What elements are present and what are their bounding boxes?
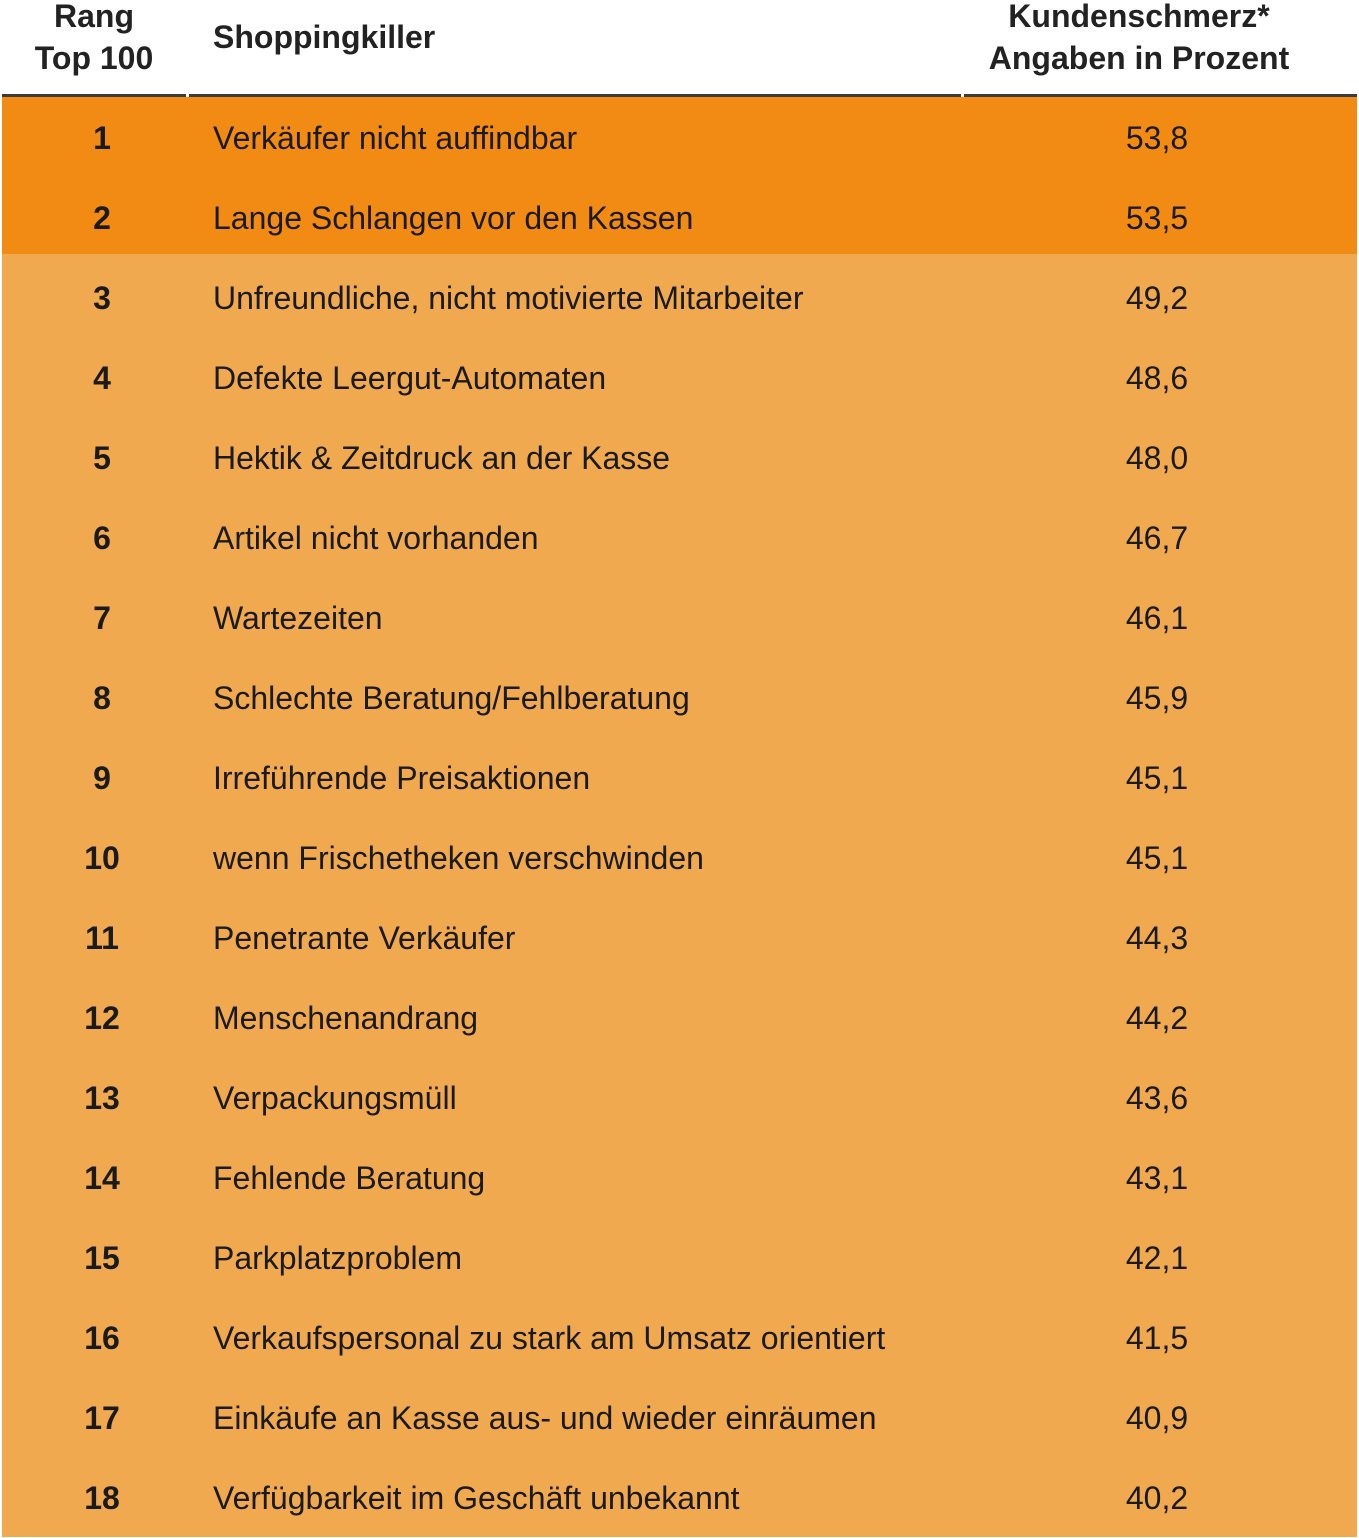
shoppingkiller-cell: Penetrante Verkäufer [213, 920, 516, 956]
percent-cell: 53,8 [1125, 120, 1189, 156]
rank-cell: 1 [93, 120, 111, 156]
shoppingkiller-cell: Verkäufer nicht auffindbar [213, 120, 578, 156]
rank-cell: 2 [93, 200, 111, 236]
rank-cell: 3 [93, 280, 111, 316]
rank-cell: 15 [84, 1240, 120, 1276]
rank-cell: 9 [93, 760, 111, 796]
rank-cell: 7 [93, 600, 111, 636]
percent-cell: 45,1 [1125, 760, 1189, 796]
shoppingkiller-cell: Parkplatzproblem [213, 1240, 462, 1276]
percent-cell: 45,9 [1125, 680, 1189, 716]
table-row [2, 1378, 1357, 1458]
rank-cell: 5 [93, 440, 111, 476]
shoppingkiller-cell: Verpackungsmüll [213, 1080, 457, 1116]
killer-column-header: Shoppingkiller [213, 19, 436, 55]
shoppingkiller-cell: Schlechte Beratung/Fehlberatung [213, 680, 690, 716]
percent-cell: 44,2 [1125, 1000, 1189, 1036]
table-row [2, 578, 1357, 658]
rank-header-line1: Rang [54, 0, 134, 34]
percent-cell: 40,2 [1125, 1480, 1189, 1516]
percent-cell: 44,3 [1125, 920, 1189, 956]
shoppingkiller-cell: Hektik & Zeitdruck an der Kasse [213, 440, 671, 476]
rank-cell: 17 [84, 1400, 120, 1436]
percent-cell: 43,1 [1125, 1160, 1189, 1196]
percent-cell: 46,1 [1125, 600, 1189, 636]
table-row [2, 1138, 1357, 1218]
rank-cell: 6 [93, 520, 111, 556]
value-column-header [959, 0, 1319, 79]
rank-cell: 12 [84, 1000, 120, 1036]
percent-cell: 41,5 [1125, 1320, 1189, 1356]
rank-cell: 16 [84, 1320, 120, 1356]
value-header-line2: Angaben in Prozent [988, 40, 1290, 76]
table-row [2, 1298, 1357, 1378]
shoppingkiller-cell: Verfügbarkeit im Geschäft unbekannt [213, 1480, 740, 1516]
rank-cell: 14 [84, 1160, 120, 1196]
shoppingkiller-cell: Menschenandrang [213, 1000, 479, 1036]
table-row [2, 738, 1357, 818]
shoppingkiller-cell: Einkäufe an Kasse aus- und wieder einräumen [213, 1400, 877, 1436]
table-row [2, 498, 1357, 578]
table-row [2, 818, 1357, 898]
table-row [2, 978, 1357, 1058]
table-row [2, 658, 1357, 738]
table-row [2, 1058, 1357, 1138]
value-header-line1: Kundenschmerz* [1008, 0, 1270, 34]
rank-header-line2: Top 100 [34, 40, 154, 76]
shoppingkiller-cell: Artikel nicht vorhanden [213, 520, 539, 556]
table-row [2, 1218, 1357, 1298]
shoppingkiller-cell: Unfreundliche, nicht motivierte Mitarbeiter [213, 280, 804, 316]
table-header [0, 0, 1359, 94]
percent-cell: 40,9 [1125, 1400, 1189, 1436]
rank-cell: 18 [84, 1480, 120, 1516]
percent-cell: 45,1 [1125, 840, 1189, 876]
shoppingkiller-cell: Fehlende Beratung [213, 1160, 486, 1196]
percent-cell: 46,7 [1125, 520, 1189, 556]
rank-cell: 11 [85, 920, 119, 956]
table-row [2, 898, 1357, 978]
percent-cell: 53,5 [1125, 200, 1189, 236]
percent-cell: 49,2 [1125, 280, 1189, 316]
rank-cell: 13 [84, 1080, 120, 1116]
shoppingkiller-cell: Lange Schlangen vor den Kassen [213, 200, 694, 236]
rank-column-header [18, 0, 170, 79]
percent-cell: 43,6 [1125, 1080, 1189, 1116]
shoppingkiller-cell: Irreführende Preisaktionen [213, 760, 591, 796]
table-row [2, 98, 1357, 178]
table-row [2, 338, 1357, 418]
shoppingkiller-cell: Defekte Leergut-Automaten [213, 360, 607, 396]
percent-cell: 48,6 [1125, 360, 1189, 396]
table-row [2, 258, 1357, 338]
table-row [2, 1458, 1357, 1538]
percent-cell: 42,1 [1125, 1240, 1189, 1276]
shoppingkiller-cell: Verkaufspersonal zu stark am Umsatz orientiert [213, 1320, 886, 1356]
table-row [2, 178, 1357, 258]
table-row [2, 418, 1357, 498]
table-body [2, 97, 1357, 1537]
rank-cell: 8 [93, 680, 111, 716]
rank-cell: 4 [93, 360, 111, 396]
shoppingkiller-cell: Wartezeiten [213, 600, 383, 636]
rank-cell: 10 [84, 840, 120, 876]
shoppingkiller-cell: wenn Frischetheken verschwinden [213, 840, 704, 876]
percent-cell: 48,0 [1125, 440, 1189, 476]
